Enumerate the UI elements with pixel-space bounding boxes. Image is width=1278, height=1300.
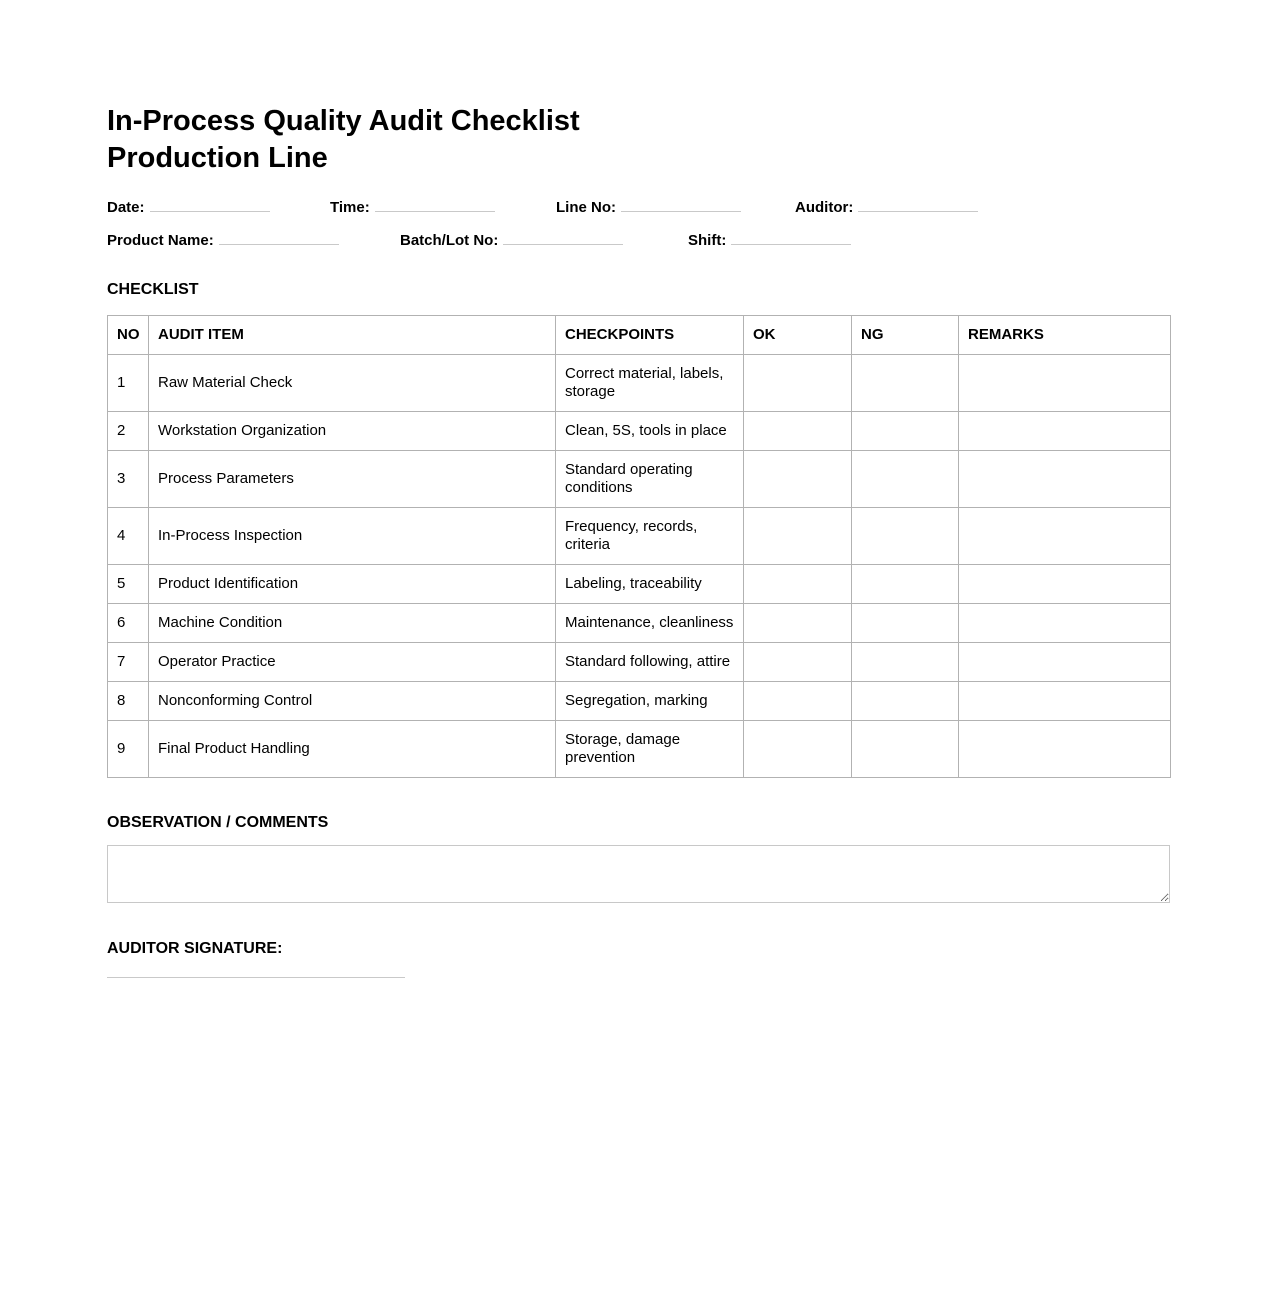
table-row [108,721,1171,778]
table-row [108,682,1171,721]
cell-ok [744,643,852,682]
cell-audit-item: Process Parameters [149,451,556,508]
cell-no: 5 [108,565,149,604]
form-header-fields [107,198,1170,249]
cell-ok [744,682,852,721]
product-name-blank-line [219,231,339,245]
cell-ng [852,682,959,721]
cell-ok [744,508,852,565]
cell-remarks [959,643,1171,682]
cell-ok [744,721,852,778]
meta-row-2 [107,231,1170,249]
time-blank-line [375,198,495,212]
cell-ng [852,565,959,604]
cell-ng [852,508,959,565]
line-no-blank-line [621,198,741,212]
cell-audit-item: Operator Practice [149,643,556,682]
cell-ng [852,643,959,682]
page-title [107,103,1170,177]
signature-heading: AUDITOR SIGNATURE: [107,940,283,957]
col-header-no: NO [108,316,149,355]
table-row [108,412,1171,451]
table-row [108,565,1171,604]
meta-field-shift [688,231,1170,249]
observation-textarea[interactable] [107,845,1170,903]
cell-ok [744,565,852,604]
audit-checklist-table [107,315,1171,778]
cell-checkpoints: Labeling, traceability [556,565,744,604]
auditor-blank-line [858,198,978,212]
cell-ok [744,604,852,643]
cell-no: 3 [108,451,149,508]
table-row [108,643,1171,682]
table-row [108,451,1171,508]
cell-checkpoints: Standard operating conditions [556,451,744,508]
batch-lot-label: Batch/Lot No: [400,232,499,249]
time-label: Time: [330,199,370,216]
cell-audit-item: Raw Material Check [149,355,556,412]
signature-line [107,977,405,978]
cell-checkpoints: Clean, 5S, tools in place [556,412,744,451]
col-header-audit-item: AUDIT ITEM [149,316,556,355]
cell-ok [744,451,852,508]
cell-no: 9 [108,721,149,778]
col-header-checkpoints: CHECKPOINTS [556,316,744,355]
cell-remarks [959,412,1171,451]
col-header-ng: NG [852,316,959,355]
cell-ok [744,355,852,412]
observation-heading: OBSERVATION / COMMENTS [107,814,329,831]
table-row [108,604,1171,643]
cell-audit-item: In-Process Inspection [149,508,556,565]
cell-audit-item: Workstation Organization [149,412,556,451]
cell-checkpoints: Maintenance, cleanliness [556,604,744,643]
cell-remarks [959,682,1171,721]
line-no-label: Line No: [556,199,616,216]
product-name-label: Product Name: [107,232,214,249]
cell-no: 8 [108,682,149,721]
col-header-remarks: REMARKS [959,316,1171,355]
date-label: Date: [107,199,145,216]
cell-checkpoints: Standard following, attire [556,643,744,682]
cell-ng [852,451,959,508]
cell-audit-item: Final Product Handling [149,721,556,778]
cell-no: 6 [108,604,149,643]
cell-checkpoints: Segregation, marking [556,682,744,721]
meta-field-date [107,198,330,216]
cell-audit-item: Nonconforming Control [149,682,556,721]
table-row [108,355,1171,412]
table-header-row [108,316,1171,355]
table-row [108,508,1171,565]
cell-remarks [959,565,1171,604]
meta-field-batch-lot [400,231,688,249]
page-title-line-2: Production Line [107,142,328,174]
meta-field-line-no [556,198,795,216]
cell-checkpoints: Correct material, labels, storage [556,355,744,412]
shift-label: Shift: [688,232,727,249]
cell-checkpoints: Frequency, records, criteria [556,508,744,565]
cell-no: 1 [108,355,149,412]
checklist-heading: CHECKLIST [107,281,199,298]
cell-ng [852,355,959,412]
meta-row-1 [107,198,1170,216]
cell-no: 2 [108,412,149,451]
cell-ng [852,721,959,778]
shift-blank-line [731,231,851,245]
cell-no: 7 [108,643,149,682]
page-title-line-1: In-Process Quality Audit Checklist [107,105,580,137]
cell-ng [852,412,959,451]
cell-remarks [959,355,1171,412]
cell-remarks [959,721,1171,778]
date-blank-line [150,198,270,212]
cell-remarks [959,508,1171,565]
cell-audit-item: Machine Condition [149,604,556,643]
batch-lot-blank-line [503,231,623,245]
cell-ok [744,412,852,451]
cell-ng [852,604,959,643]
auditor-label: Auditor: [795,199,854,216]
col-header-ok: OK [744,316,852,355]
cell-audit-item: Product Identification [149,565,556,604]
meta-field-product-name [107,231,400,249]
meta-field-auditor [795,198,1170,216]
meta-field-time [330,198,556,216]
cell-remarks [959,604,1171,643]
cell-remarks [959,451,1171,508]
cell-checkpoints: Storage, damage prevention [556,721,744,778]
cell-no: 4 [108,508,149,565]
